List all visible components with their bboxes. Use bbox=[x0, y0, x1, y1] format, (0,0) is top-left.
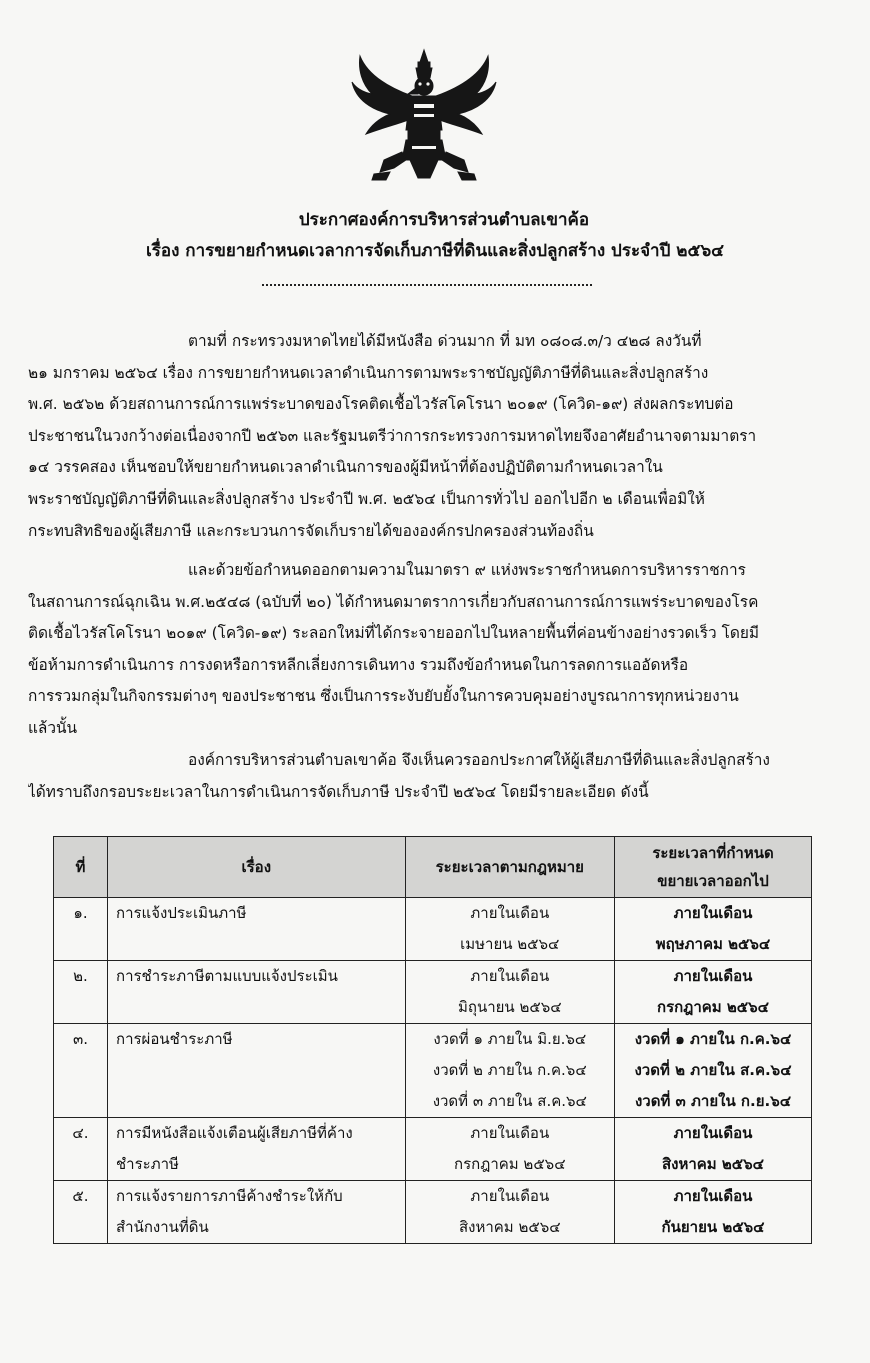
extended-period-text: งวดที่ ๑ ภายใน ก.ค.๖๔ bbox=[634, 1030, 792, 1048]
paragraph-line: ในสถานการณ์ฉุกเฉิน พ.ศ.๒๕๔๘ (ฉบับที่ ๒๐) ได้กำหนดมาตราการเกี่ยวกับสถานการณ์การแพร่ระบาดของโรค bbox=[28, 592, 759, 611]
paragraph-line: ๒๑ มกราคม ๒๕๖๔ เรื่อง การขยายกำหนดเวลาดำเนินการตามพระราชบัญญัติภาษีที่ดินและสิ่งปลูกสร้าง bbox=[28, 363, 709, 382]
paragraph-line: ข้อห้ามการดำเนินการ การงดหรือการหลีกเลี่ยงการเดินทาง รวมถึงข้อกำหนดในการลดการแออัดหรือ bbox=[28, 655, 689, 674]
row-number: ๓. bbox=[72, 1030, 88, 1048]
paragraph-line: กระทบสิทธิของผู้เสียภาษี และกระบวนการจัดเก็บรายได้ขององค์กรปกครองส่วนท้องถิ่น bbox=[28, 521, 594, 540]
header-extended-line1: ระยะเวลาที่กำหนด bbox=[652, 844, 774, 862]
extended-period-text: งวดที่ ๒ ภายใน ส.ค.๖๔ bbox=[634, 1061, 792, 1079]
extended-period-text: กันยายน ๒๕๖๔ bbox=[661, 1218, 765, 1236]
garuda-emblem-icon bbox=[350, 48, 498, 183]
legal-period-text: ภายในเดือน bbox=[470, 967, 550, 985]
legal-period-text: งวดที่ ๒ ภายใน ก.ค.๖๔ bbox=[432, 1061, 587, 1079]
paragraph-line: ตามที่ กระทรวงมหาดไทยได้มีหนังสือ ด่วนมาก ที่ มท ๐๘๐๘.๓/ว ๔๒๘ ลงวันที่ bbox=[188, 332, 702, 350]
row-number: ๕. bbox=[72, 1187, 89, 1205]
row-number: ๒. bbox=[73, 967, 88, 985]
paragraph-line: ติดเชื้อไวรัสโคโรนา ๒๐๑๙ (โควิด-๑๙) ระลอกใหม่ที่ได้กระจายออกไปในหลายพื้นที่ค่อนข้างอย่างรวดเร็ว โดยมี bbox=[28, 624, 759, 643]
row-number: ๔. bbox=[72, 1124, 89, 1142]
extended-period-text: ภายในเดือน bbox=[673, 904, 753, 922]
table-row bbox=[54, 898, 812, 961]
table-header-row bbox=[54, 837, 812, 898]
extended-period-text: ภายในเดือน bbox=[673, 1124, 753, 1142]
paragraph-3 bbox=[28, 745, 814, 808]
legal-period-text: มิถุนายน ๒๕๖๔ bbox=[458, 998, 562, 1016]
announcement-subject: เรื่อง การขยายกำหนดเวลาการจัดเก็บภาษีที่ดินและสิ่งปลูกสร้าง ประจำปี ๒๕๖๔ bbox=[145, 241, 725, 261]
row-subject: การชำระภาษีตามแบบแจ้งประเมิน bbox=[115, 967, 338, 985]
header-legal-period: ระยะเวลาตามกฎหมาย bbox=[405, 837, 615, 898]
paragraph-line: การรวมกลุ่มในกิจกรรมต่างๆ ของประชาชน ซึ่งเป็นการระงับยับยั้งในการควบคุมอย่างบูรณาการทุกหน่วยงาน bbox=[28, 687, 739, 706]
extended-period-text: กรกฎาคม ๒๕๖๔ bbox=[657, 998, 770, 1016]
legal-period-text: ภายในเดือน bbox=[470, 1124, 550, 1142]
paragraph-line: พ.ศ. ๒๕๖๒ ด้วยสถานการณ์การแพร่ระบาดของโรคติดเชื้อไวรัสโคโรนา ๒๐๑๙ (โควิด-๑๙) ส่งผลกระทบต่อ bbox=[28, 395, 734, 414]
paragraph-line: พระราชบัญญัติภาษีที่ดินและสิ่งปลูกสร้าง ประจำปี พ.ศ. ๒๕๖๔ เป็นการทั่วไป ออกไปอีก ๒ เดือนเพื่อมิให้ bbox=[28, 489, 705, 508]
paragraph-line: แล้วนั้น bbox=[28, 718, 78, 737]
paragraph-line: ได้ทราบถึงกรอบระยะเวลาในการดำเนินการจัดเก็บภาษี ประจำปี ๒๕๖๔ โดยมีรายละเอียด ดังนี้ bbox=[28, 782, 649, 801]
paragraph-line: ประชาชนในวงกว้างต่อเนื่องจากปี ๒๕๖๓ และรัฐมนตรีว่าการกระทรวงการมหาดไทยจึงอาศัยอำนาจตามมาตรา bbox=[28, 426, 757, 445]
legal-period-text: ภายในเดือน bbox=[470, 1187, 550, 1205]
legal-period-text: งวดที่ ๑ ภายใน มิ.ย.๖๔ bbox=[433, 1030, 587, 1048]
announcement-title: ประกาศองค์การบริหารส่วนตำบลเขาค้อ bbox=[298, 210, 590, 230]
header-subject: เรื่อง bbox=[107, 837, 405, 898]
paragraph-line: องค์การบริหารส่วนตำบลเขาค้อ จึงเห็นควรออกประกาศให้ผู้เสียภาษีที่ดินและสิ่งปลูกสร้าง bbox=[188, 751, 770, 769]
paragraph-line: และด้วยข้อกำหนดออกตามความในมาตรา ๙ แห่งพระราชกำหนดการบริหารราชการ bbox=[188, 561, 746, 579]
extended-period-text: ภายในเดือน bbox=[673, 967, 753, 985]
tax-schedule-table bbox=[53, 836, 812, 1244]
table-row bbox=[54, 1118, 812, 1181]
paragraph-1 bbox=[28, 326, 814, 547]
dotted-divider bbox=[262, 284, 592, 286]
table-row bbox=[54, 1024, 812, 1118]
row-subject: การแจ้งรายการภาษีค้างชำระให้กับ bbox=[115, 1187, 343, 1205]
legal-period-text: ภายในเดือน bbox=[470, 904, 550, 922]
extended-period-text: สิงหาคม ๒๕๖๔ bbox=[661, 1155, 765, 1173]
row-subject: การมีหนังสือแจ้งเตือนผู้เสียภาษีที่ค้าง bbox=[115, 1124, 353, 1142]
legal-period-text: งวดที่ ๓ ภายใน ส.ค.๖๔ bbox=[432, 1092, 587, 1110]
row-subject: การแจ้งประเมินภาษี bbox=[115, 904, 247, 922]
table-row bbox=[54, 961, 812, 1024]
header-no: ที่ bbox=[54, 837, 108, 898]
legal-period-text: เมษายน ๒๕๖๔ bbox=[460, 935, 560, 953]
paragraph-2 bbox=[28, 555, 814, 745]
extended-period-text: พฤษภาคม ๒๕๖๔ bbox=[655, 935, 771, 953]
paragraph-line: ๑๔ วรรคสอง เห็นชอบให้ขยายกำหนดเวลาดำเนินการของผู้มีหน้าที่ต้องปฏิบัติตามกำหนดเวลาใน bbox=[28, 458, 663, 477]
row-number: ๑. bbox=[73, 904, 88, 922]
extended-period-text: งวดที่ ๓ ภายใน ก.ย.๖๔ bbox=[634, 1092, 792, 1110]
table-row bbox=[54, 1181, 812, 1244]
row-subject: การผ่อนชำระภาษี bbox=[115, 1030, 233, 1048]
extended-period-text: ภายในเดือน bbox=[673, 1187, 753, 1205]
legal-period-text: สิงหาคม ๒๕๖๔ bbox=[458, 1218, 561, 1236]
header-extended-period bbox=[615, 837, 812, 898]
row-subject: สำนักงานที่ดิน bbox=[115, 1218, 209, 1236]
legal-period-text: กรกฎาคม ๒๕๖๔ bbox=[454, 1155, 566, 1173]
row-subject: ชำระภาษี bbox=[115, 1155, 179, 1173]
header-extended-line2: ขยายเวลาออกไป bbox=[657, 872, 769, 890]
